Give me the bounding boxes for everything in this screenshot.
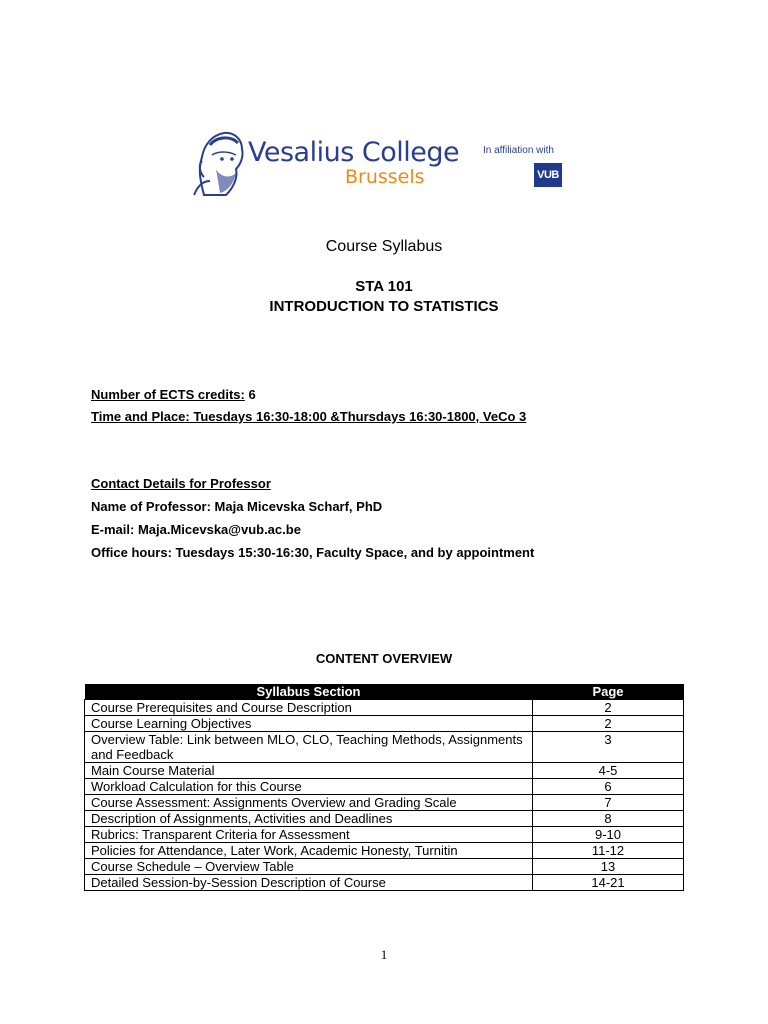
page-number: 1: [380, 947, 388, 962]
page-cell: 7: [533, 795, 684, 811]
document-type: Course Syllabus: [325, 238, 443, 255]
logo-city: Brussels: [345, 166, 425, 188]
page-cell: 9-10: [533, 827, 684, 843]
section-cell: Main Course Material: [85, 763, 533, 779]
content-overview-table: [84, 684, 684, 891]
affiliation-label: In affiliation with: [483, 145, 554, 156]
section-cell: Workload Calculation for this Course: [85, 779, 533, 795]
table-row: [85, 859, 684, 875]
table-row: [85, 827, 684, 843]
page-cell: 4-5: [533, 763, 684, 779]
table-row: [85, 732, 684, 763]
office-hours: Office hours: Tuesdays 15:30-16:30, Faculty Space, and by appointment: [91, 545, 535, 560]
page-cell: 6: [533, 779, 684, 795]
section-cell: Course Learning Objectives: [85, 716, 533, 732]
table-row: [85, 763, 684, 779]
section-cell: Detailed Session-by-Session Description of Course: [85, 875, 533, 891]
professor-name: Name of Professor: Maja Micevska Scharf, PhD: [91, 499, 383, 514]
page-cell: 8: [533, 811, 684, 827]
section-cell: Rubrics: Transparent Criteria for Assessment: [85, 827, 533, 843]
course-code: STA 101: [355, 278, 413, 295]
page-cell: 2: [533, 700, 684, 716]
vub-logo: VUB: [534, 163, 562, 187]
section-cell: Policies for Attendance, Later Work, Academic Honesty, Turnitin: [85, 843, 533, 859]
table-body: [85, 700, 684, 891]
table-row: [85, 700, 684, 716]
page-cell: 11-12: [533, 843, 684, 859]
table-row: [85, 779, 684, 795]
column-header-page: Page: [533, 684, 684, 700]
ects-value: 6: [248, 387, 256, 402]
college-logo: [190, 125, 570, 200]
section-cell: Description of Assignments, Activities and Deadlines: [85, 811, 533, 827]
section-cell: Course Schedule – Overview Table: [85, 859, 533, 875]
section-cell: Course Prerequisites and Course Description: [85, 700, 533, 716]
column-header-section: Syllabus Section: [85, 684, 533, 700]
contact-heading: Contact Details for Professor: [91, 476, 271, 491]
logo-college-name: Vesalius College: [248, 137, 460, 168]
table-row: [85, 716, 684, 732]
course-title: INTRODUCTION TO STATISTICS: [269, 298, 499, 315]
vesalius-portrait-icon: [190, 125, 252, 197]
page-cell: 2: [533, 716, 684, 732]
section-cell: Course Assessment: Assignments Overview and Grading Scale: [85, 795, 533, 811]
table-row: [85, 795, 684, 811]
professor-email: E-mail: Maja.Micevska@vub.ac.be: [91, 522, 301, 537]
page-cell: 3: [533, 732, 684, 763]
table-header-row: [85, 684, 684, 700]
page-cell: 13: [533, 859, 684, 875]
section-cell: Overview Table: Link between MLO, CLO, Teaching Methods, Assignments and Feedback: [85, 732, 533, 763]
ects-label: Number of ECTS credits:: [91, 387, 245, 402]
ects-line: [91, 387, 256, 402]
table-row: [85, 843, 684, 859]
table-row: [85, 875, 684, 891]
table-row: [85, 811, 684, 827]
page-cell: 14-21: [533, 875, 684, 891]
content-overview-title: CONTENT OVERVIEW: [315, 651, 453, 666]
time-place: Time and Place: Tuesdays 16:30-18:00 &Thursdays 16:30-1800, VeCo 3: [91, 409, 527, 424]
